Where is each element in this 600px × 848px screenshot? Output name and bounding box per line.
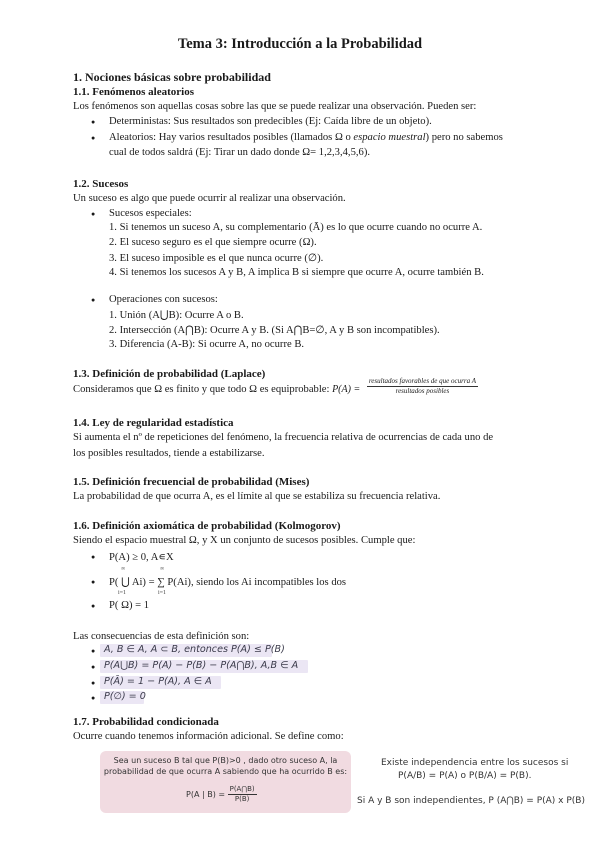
- consequence-3: P(Ā) = 1 − P(A), A ∈ A: [104, 676, 212, 687]
- numbered-item: 1. Si tenemos un suceso A, su complementario (Ā) es lo que ocurre cuando no ocurre A.: [109, 222, 483, 233]
- text-span: ) pero no sabemos: [425, 132, 503, 143]
- box-line-2: probabilidad de que ocurra A sabiendo que ha ocurrido B es:: [103, 767, 348, 776]
- fraction-denominator: resultados posibles: [395, 387, 450, 395]
- independence-line-2: P(A/B) = P(A) o P(B/A) = P(B).: [398, 771, 532, 781]
- paragraph-mises: La probabilidad de que ocurra A, es el límite al que se estabiliza su frecuencia relativa.: [73, 491, 441, 502]
- numbered-item: 4. Si tenemos los sucesos A y B, A implica B si siempre que ocurre A, ocurre también B.: [109, 267, 484, 278]
- bullet-item: [91, 132, 503, 143]
- bullet-item: [91, 576, 346, 588]
- independence-line-3: Si A y B son independientes, P (A⋂B) = P(A) x P(B): [357, 796, 585, 806]
- subsection-heading-regularidad: 1.4. Ley de regularidad estadística: [73, 417, 234, 429]
- subsection-heading-sucesos: 1.2. Sucesos: [73, 178, 129, 190]
- fraction-denominator: P(B): [234, 795, 250, 803]
- consequence-1: A, B ∈ A, A ⊂ B, entonces P(A) ≤ P(B): [104, 644, 285, 655]
- box-line-1: Sea un suceso B tal que P(B)>0 , dado otro suceso A, la: [113, 756, 338, 765]
- consequence-4: P(∅) = 0: [104, 691, 146, 702]
- paragraph-laplace: [73, 377, 478, 396]
- paragraph-kolmogorov: Siendo el espacio muestral Ω, y X un conjunto de sucesos posibles. Cumple que:: [73, 535, 416, 546]
- laplace-text: Consideramos que Ω es finito y que todo Ω es equiprobable:: [73, 383, 333, 395]
- axiom-1: P(A) ≥ 0, A∊X: [109, 552, 174, 563]
- bullet-item: [91, 116, 432, 127]
- bullet-text-aleatorios: [91, 132, 503, 143]
- subsection-heading-kolmogorov: 1.6. Definición axiomática de probabilidad (Kolmogorov): [73, 520, 341, 532]
- subsection-heading-mises: 1.5. Definición frecuencial de probabilidad (Mises): [73, 476, 310, 488]
- paragraph-sucesos: Un suceso es algo que puede ocurrir al realizar una observación.: [73, 193, 346, 204]
- formula-lhs: P(A) =: [332, 383, 361, 395]
- sum-lower-limit: i=1: [158, 590, 167, 596]
- bullet-text-operaciones: Operaciones con sucesos:: [109, 294, 218, 305]
- subsection-heading-fenomenos: 1.1. Fenómenos aleatorios: [73, 86, 194, 98]
- bullet-continuation: cual de todos saldrá (Ej: Tirar un dado donde Ω= 1,2,3,4,5,6).: [109, 147, 370, 158]
- page-title: Tema 3: Introducción a la Probabilidad: [177, 36, 423, 52]
- axiom-2: P( ⋃ Ai) = ∑ P(Ai), siendo los Ai incompatibles los dos: [109, 577, 347, 588]
- numbered-item: 3. Diferencia (A-B): Si ocurre A, no ocurre B.: [109, 339, 305, 350]
- conditional-formula: [186, 785, 257, 804]
- paragraph-regularidad: los posibles resultados, tiende a estabilizarse.: [73, 448, 265, 459]
- laplace-fraction: [367, 377, 478, 396]
- bullet-text-especiales: Sucesos especiales:: [109, 208, 192, 219]
- paragraph-consecuencias: Las consecuencias de esta definición son:: [73, 631, 250, 642]
- bullet-item: [91, 294, 218, 305]
- numbered-item: 2. Intersección (A⋂B): Ocurre A y B. (Si A⋂B=∅, A y B son incompatibles).: [109, 325, 440, 336]
- definition-box: [100, 751, 351, 813]
- conditional-fraction: [228, 785, 257, 804]
- bullet-item: [91, 208, 192, 219]
- fraction-numerator: resultados favorables de que ocurra A: [368, 377, 476, 385]
- section-heading-nociones: 1. Nociones básicas sobre probabilidad: [73, 70, 271, 84]
- bullet-item: [91, 551, 174, 563]
- union-upper-limit: ∞: [121, 566, 126, 572]
- paragraph-condicionada: Ocurre cuando tenemos información adicional. Se define como:: [73, 731, 344, 742]
- paragraph-fenomenos: Los fenómenos son aquellas cosas sobre las que se puede realizar una observación. Pueden ser:: [73, 101, 477, 112]
- axiom-3: P( Ω) = 1: [109, 600, 150, 611]
- fraction-numerator: P(A⋂B): [229, 785, 255, 793]
- independence-line-1: Existe independencia entre los sucesos si: [381, 758, 569, 768]
- text-span: Aleatorios: Hay varios resultados posibles (llamados Ω o: [109, 132, 354, 143]
- numbered-item: 3. El suceso imposible es el que nunca ocurre (∅).: [109, 253, 324, 264]
- sum-upper-limit: ∞: [160, 566, 165, 572]
- formula-lhs: P(A | B) =: [186, 790, 226, 799]
- paragraph-regularidad: Si aumenta el nº de repeticiones del fenómeno, la frecuencia relativa de ocurrencias de cada uno de: [73, 432, 494, 443]
- bullet-text-deterministas: Deterministas: Sus resultados son predecibles (Ej: Caída libre de un objeto).: [109, 116, 432, 127]
- numbered-item: 1. Unión (A⋃B): Ocurre A o B.: [109, 310, 244, 321]
- numbered-item: 2. El suceso seguro es el que siempre ocurre (Ω).: [109, 237, 317, 248]
- union-lower-limit: i=1: [118, 590, 127, 596]
- emphasis-text: espacio muestral: [353, 132, 426, 143]
- subsection-heading-laplace: 1.3. Definición de probabilidad (Laplace): [73, 368, 266, 380]
- subsection-heading-condicionada: 1.7. Probabilidad condicionada: [73, 716, 219, 728]
- bullet-item: [91, 600, 149, 611]
- consequence-2: P(A⋃B) = P(A) − P(B) − P(A⋂B), A,B ∈ A: [104, 660, 299, 671]
